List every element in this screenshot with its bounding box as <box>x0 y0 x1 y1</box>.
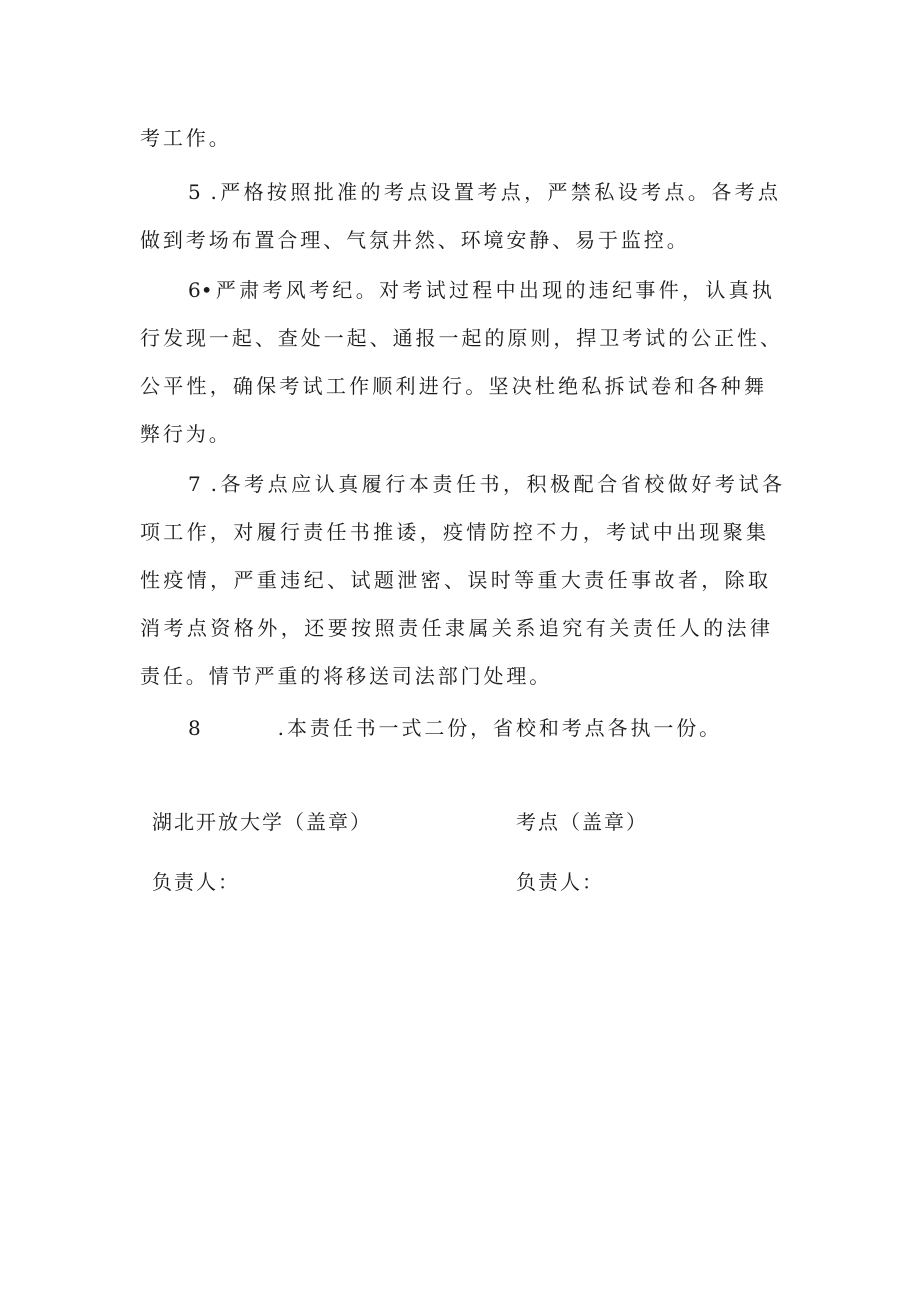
text-line: 5 .严格按照批准的考点设置考点，严禁私设考点。各考点 <box>188 180 778 204</box>
text-line: 责任。情节严重的将移送司法部门处理。 <box>140 664 553 688</box>
left-organization-seal: 湖北开放大学（盖章） <box>152 810 372 834</box>
text-line: 公平性，确保考试工作顺利进行。坚决杜绝私拆试卷和各种舞 <box>140 374 764 398</box>
text-line: 项工作，对履行责任书推诿，疫情防控不力，考试中出现聚集 <box>140 520 766 544</box>
text-line: 消考点资格外，还要按照责任隶属关系追究有关责任人的法律 <box>140 616 770 640</box>
right-organization-seal: 考点（盖章） <box>516 810 648 834</box>
text-line: 行发现一起、查处一起、通报一起的原则，捍卫考试的公正性、 <box>140 326 780 350</box>
left-responsible-person: 负责人： <box>152 870 240 894</box>
right-responsible-person: 负责人： <box>516 870 604 894</box>
text-line: 弊行为。 <box>140 422 232 446</box>
text-line: 做到考场布置合理、气氛井然、环境安静、易于监控。 <box>140 228 690 252</box>
text-line: 性疫情，严重违纪、试题泄密、误时等重大责任事故者，除取 <box>140 568 768 592</box>
text-line: 6•严肃考风考纪。对考试过程中出现的违纪事件，认真执 <box>188 278 772 302</box>
text-line: 7 .各考点应认真履行本责任书，积极配合省校做好考试各 <box>188 472 782 496</box>
text-line: 8 .本责任书一式二份，省校和考点各执一份。 <box>188 716 723 740</box>
text-line: 考工作。 <box>140 126 232 150</box>
